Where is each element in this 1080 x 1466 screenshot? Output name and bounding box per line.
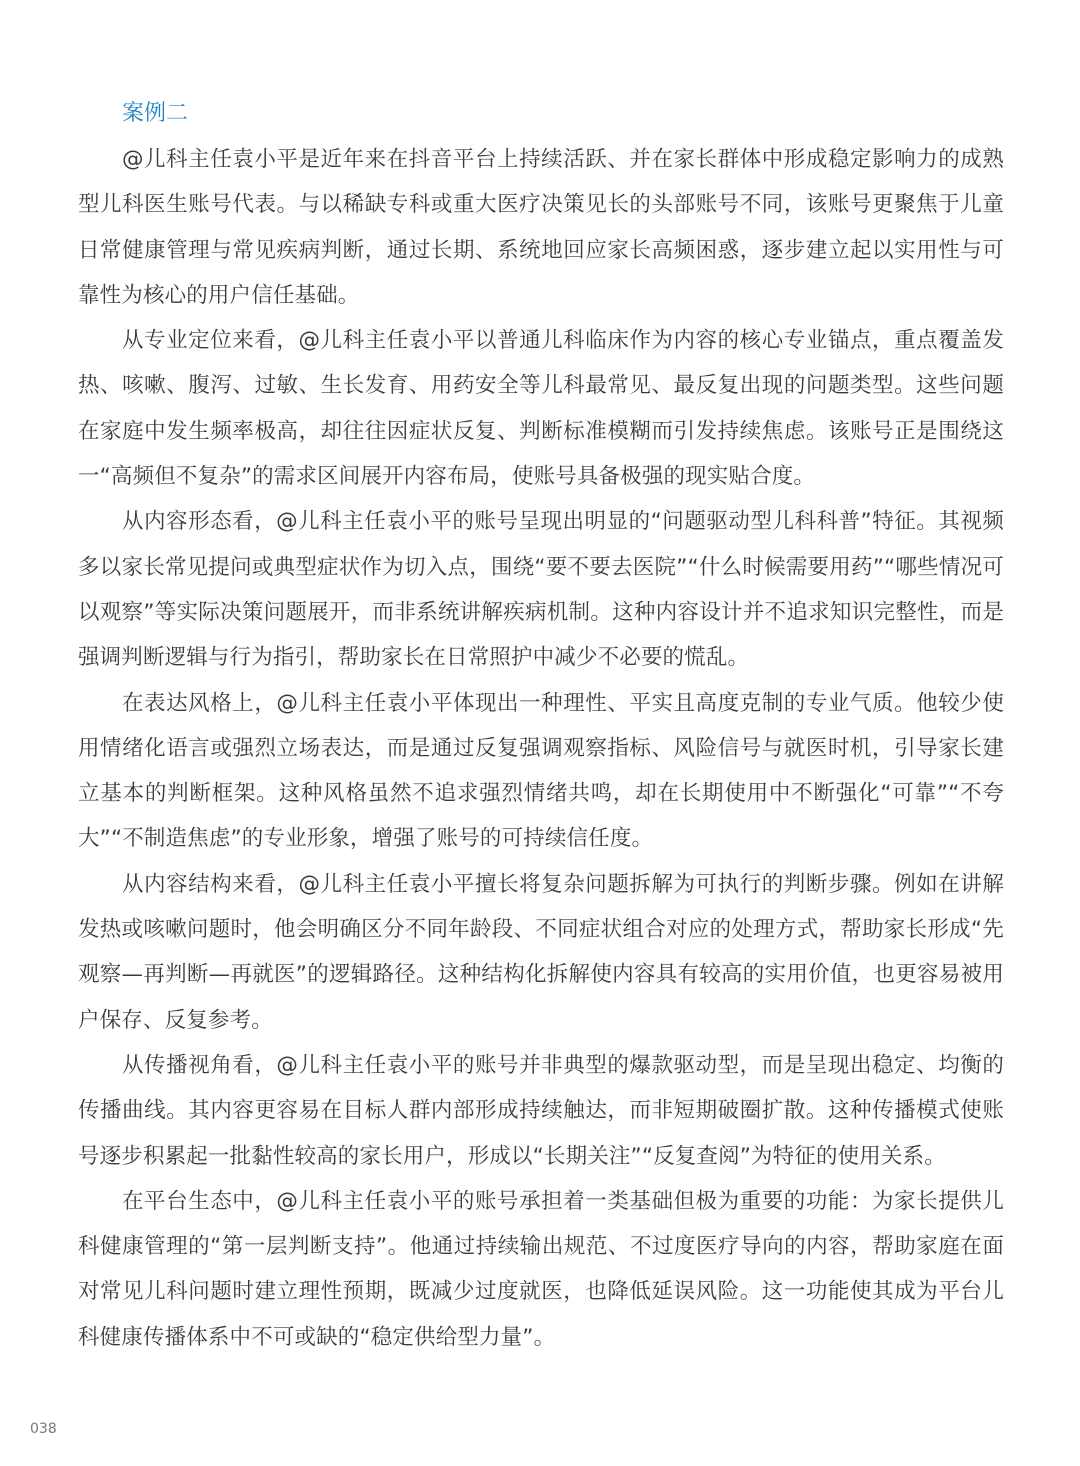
paragraph: @儿科主任袁小平是近年来在抖音平台上持续活跃、并在家长群体中形成稳定影响力的成熟型儿科医生账号代表。与以稀缺专科或重大医疗决策见长的头部账号不同，该账号更聚焦于儿童日常健康管理与常见疾病判断，通过长期、系统地回应家长高频困惑，逐步建立起以实用性与可靠性为核心的用户信任基础。 bbox=[78, 147, 1004, 308]
paragraph: 从专业定位来看，@儿科主任袁小平以普通儿科临床作为内容的核心专业锚点，重点覆盖发热、咳嗽、腹泻、过敏、生长发育、用药安全等儿科最常见、最反复出现的问题类型。这些问题在家庭中发生频率极高，却往往因症状反复、判断标准模糊而引发持续焦虑。该账号正是围绕这一“高频但不复杂”的需求区间展开内容布局，使账号具备极强的现实贴合度。 bbox=[78, 328, 1004, 490]
paragraph: 从传播视角看，@儿科主任袁小平的账号并非典型的爆款驱动型，而是呈现出稳定、均衡的传播曲线。其内容更容易在目标人群内部形成持续触达，而非短期破圈扩散。这种传播模式使账号逐步积累起一批黏性较高的家长用户，形成以“长期关注”“反复查阅”为特征的使用关系。 bbox=[78, 1052, 1004, 1169]
section-title: 案例二 bbox=[122, 101, 189, 126]
paragraph: 在表达风格上，@儿科主任袁小平体现出一种理性、平实且高度克制的专业气质。他较少使用情绪化语言或强烈立场表达，而是通过反复强调观察指标、风险信号与就医时机，引导家长建立基本的判断框架。这种风格虽然不追求强烈情绪共鸣，却在长期使用中不断强化“可靠”“不夸大”“不制造焦虑”的专业形象，增强了账号的可持续信任度。 bbox=[78, 690, 1004, 852]
paragraph: 从内容结构来看，@儿科主任袁小平擅长将复杂问题拆解为可执行的判断步骤。例如在讲解发热或咳嗽问题时，他会明确区分不同年龄段、不同症状组合对应的处理方式，帮助家长形成“先观察—再判断—再就医”的逻辑路径。这种结构化拆解使内容具有较高的实用价值，也更容易被用户保存、反复参考。 bbox=[78, 871, 1004, 1033]
body-text bbox=[78, 137, 1004, 1360]
page-number: 038 bbox=[30, 1421, 57, 1437]
paragraph: 在平台生态中，@儿科主任袁小平的账号承担着一类基础但极为重要的功能：为家长提供儿科健康管理的“第一层判断支持”。他通过持续输出规范、不过度医疗导向的内容，帮助家庭在面对常见儿科问题时建立理性预期，既减少过度就医，也降低延误风险。这一功能使其成为平台儿科健康传播体系中不可或缺的“稳定供给型力量”。 bbox=[78, 1188, 1004, 1350]
paragraph: 从内容形态看，@儿科主任袁小平的账号呈现出明显的“问题驱动型儿科科普”特征。其视频多以家长常见提问或典型症状作为切入点，围绕“要不要去医院”“什么时候需要用药”“哪些情况可以观察”等实际决策问题展开，而非系统讲解疾病机制。这种内容设计并不追求知识完整性，而是强调判断逻辑与行为指引，帮助家长在日常照护中减少不必要的慌乱。 bbox=[78, 509, 1004, 671]
